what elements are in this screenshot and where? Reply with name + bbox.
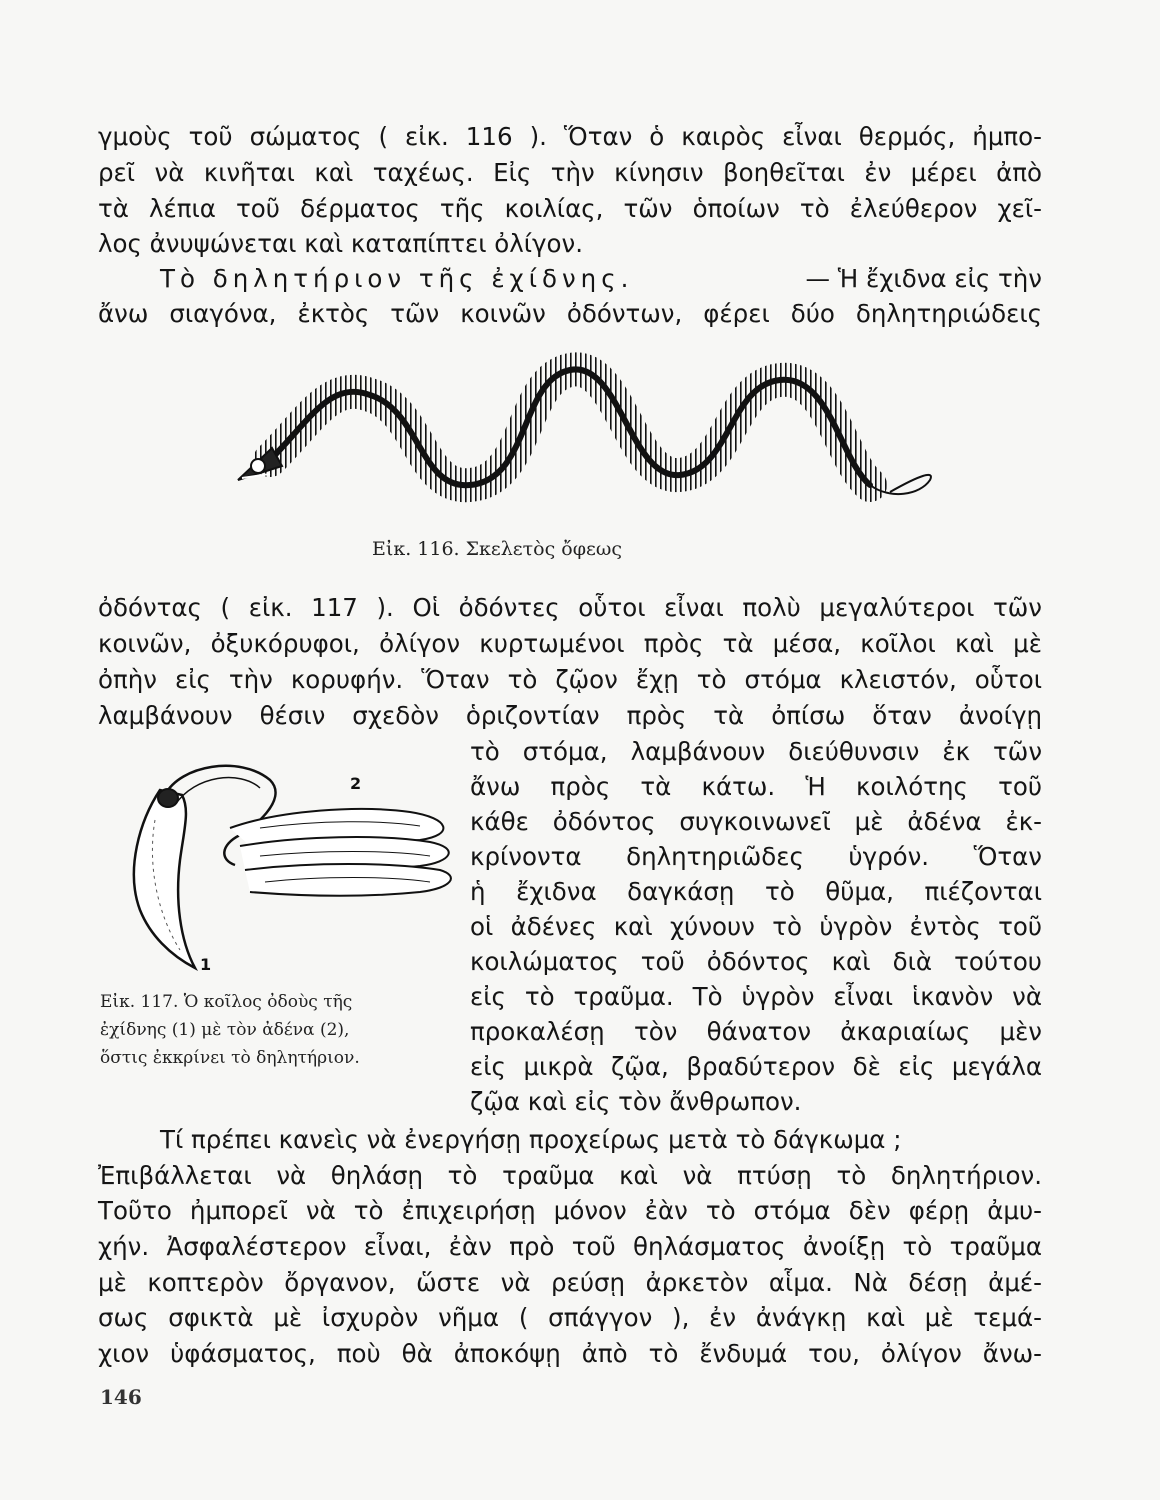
text-line: ὀδόντας ( εἰκ. 117 ). Οἱ ὀδόντες οὗτοι εἶναι πολὺ μεγαλύτεροι τῶν (98, 593, 1042, 622)
text-line: κάθε ὀδόντος συγκοινωνεῖ μὲ ἀδένα ἐκ- (470, 807, 1042, 836)
text-line: γμοὺς τοῦ σώματος ( εἰκ. 116 ). Ὅταν ὁ καιρὸς εἶναι θερμός, ἠμπο- (98, 122, 1042, 151)
text-line: ἡ ἔχιδνα δαγκάσῃ τὸ θῦμα, πιέζονται (470, 877, 1042, 906)
text-line: εἰς μικρὰ ζῷα, βραδύτερον δὲ εἰς μεγάλα (470, 1052, 1042, 1081)
text-line: Τί πρέπει κανεὶς νὰ ἐνεργήσῃ προχείρως μετὰ τὸ δάγκωμα ; (160, 1125, 902, 1154)
page-number: 146 (100, 1385, 142, 1409)
text-line: σως σφικτὰ μὲ ἰσχυρὸν νῆμα ( σπάγγον ), ἐν ἀνάγκῃ καὶ μὲ τεμά- (98, 1303, 1042, 1332)
figure-117-caption-line: ὅστις ἐκκρίνει τὸ δηλητήριον. (100, 1048, 360, 1068)
text-line: λος ἀνυψώνεται καὶ καταπίπτει ὀλίγον. (98, 229, 584, 258)
figure-117-caption-line: ἐχίδνης (1) μὲ τὸν ἀδένα (2), (100, 1020, 350, 1040)
section-heading-line (160, 264, 1042, 294)
text-line: οἱ ἀδένες καὶ χύνουν τὸ ὑγρὸν ἐντὸς τοῦ (470, 912, 1042, 941)
text-line: ἄνω σιαγόνα, ἐκτὸς τῶν κοινῶν ὀδόντων, φέρει δύο δηλητηριώδεις (98, 299, 1042, 328)
text-line: ζῷα καὶ εἰς τὸν ἄνθρωπον. (470, 1087, 802, 1116)
section-lead: — Ἡ ἔχιδνα εἰς τὴν (805, 264, 1042, 293)
text-line: κοινῶν, ὀξυκόρυφοι, ὀλίγον κυρτωμένοι πρὸς τὰ μέσα, κοῖλοι καὶ μὲ (98, 629, 1042, 658)
figure-117-caption-line: Εἰκ. 117. Ὁ κοῖλος ὀδοὺς τῆς (100, 992, 353, 1012)
text-line: τὸ στόμα, λαμβάνουν διεύθυνσιν ἐκ τῶν (470, 737, 1042, 766)
section-title: Τὸ δηλητήριον τῆς ἐχίδνης. (160, 264, 634, 293)
text-line: ὀπὴν εἰς τὴν κορυφήν. Ὅταν τὸ ζῷον ἔχῃ τὸ στόμα κλειστόν, οὗτοι (98, 665, 1042, 694)
text-line: ἄνω πρὸς τὰ κάτω. Ἡ κοιλότης τοῦ (470, 772, 1042, 801)
text-line: κρίνοντα δηλητηριῶδες ὑγρόν. Ὅταν (470, 842, 1042, 871)
figure-label-1: 1 (200, 955, 212, 974)
figure-116-caption: Εἰκ. 116. Σκελετὸς ὄφεως (372, 538, 623, 560)
snake-skeleton-figure (230, 340, 950, 520)
fang-gland-figure (100, 750, 460, 980)
text-line: Ἐπιβάλλεται νὰ θηλάσῃ τὸ τραῦμα καὶ νὰ πτύσῃ τὸ δηλητήριον. (98, 1161, 1042, 1190)
text-line: μὲ κοπτερὸν ὄργανον, ὥστε νὰ ρεύσῃ ἀρκετὸν αἷμα. Νὰ δέσῃ ἀμέ- (98, 1268, 1042, 1297)
figure-label-2: 2 (350, 774, 362, 793)
text-line: κοιλώματος τοῦ ὀδόντος καὶ διὰ τούτου (470, 947, 1042, 976)
text-line: χήν. Ἀσφαλέστερον εἶναι, ἐὰν πρὸ τοῦ θηλάσματος ἀνοίξῃ τὸ τραῦμα (98, 1232, 1042, 1261)
text-line: τὰ λέπια τοῦ δέρματος τῆς κοιλίας, τῶν ὁποίων τὸ ἐλεύθερον χεῖ- (98, 194, 1042, 223)
text-line: χιον ὑφάσματος, ποὺ θὰ ἀποκόψῃ ἀπὸ τὸ ἔνδυμά του, ὀλίγον ἄνω- (98, 1339, 1042, 1368)
text-line: προκαλέσῃ τὸν θάνατον ἀκαριαίως μὲν (470, 1017, 1042, 1046)
text-line: ρεῖ νὰ κινῆται καὶ ταχέως. Εἰς τὴν κίνησιν βοηθεῖται ἐν μέρει ἀπὸ (98, 158, 1042, 187)
text-line: Τοῦτο ἠμπορεῖ νὰ τὸ ἐπιχειρήσῃ μόνον ἐὰν τὸ στόμα δὲν φέρῃ ἀμυ- (98, 1196, 1042, 1225)
text-line: λαμβάνουν θέσιν σχεδὸν ὁριζοντίαν πρὸς τὰ ὀπίσω ὅταν ἀνοίγῃ (98, 701, 1042, 730)
text-line: εἰς τὸ τραῦμα. Τὸ ὑγρὸν εἶναι ἱκανὸν νὰ (470, 982, 1042, 1011)
